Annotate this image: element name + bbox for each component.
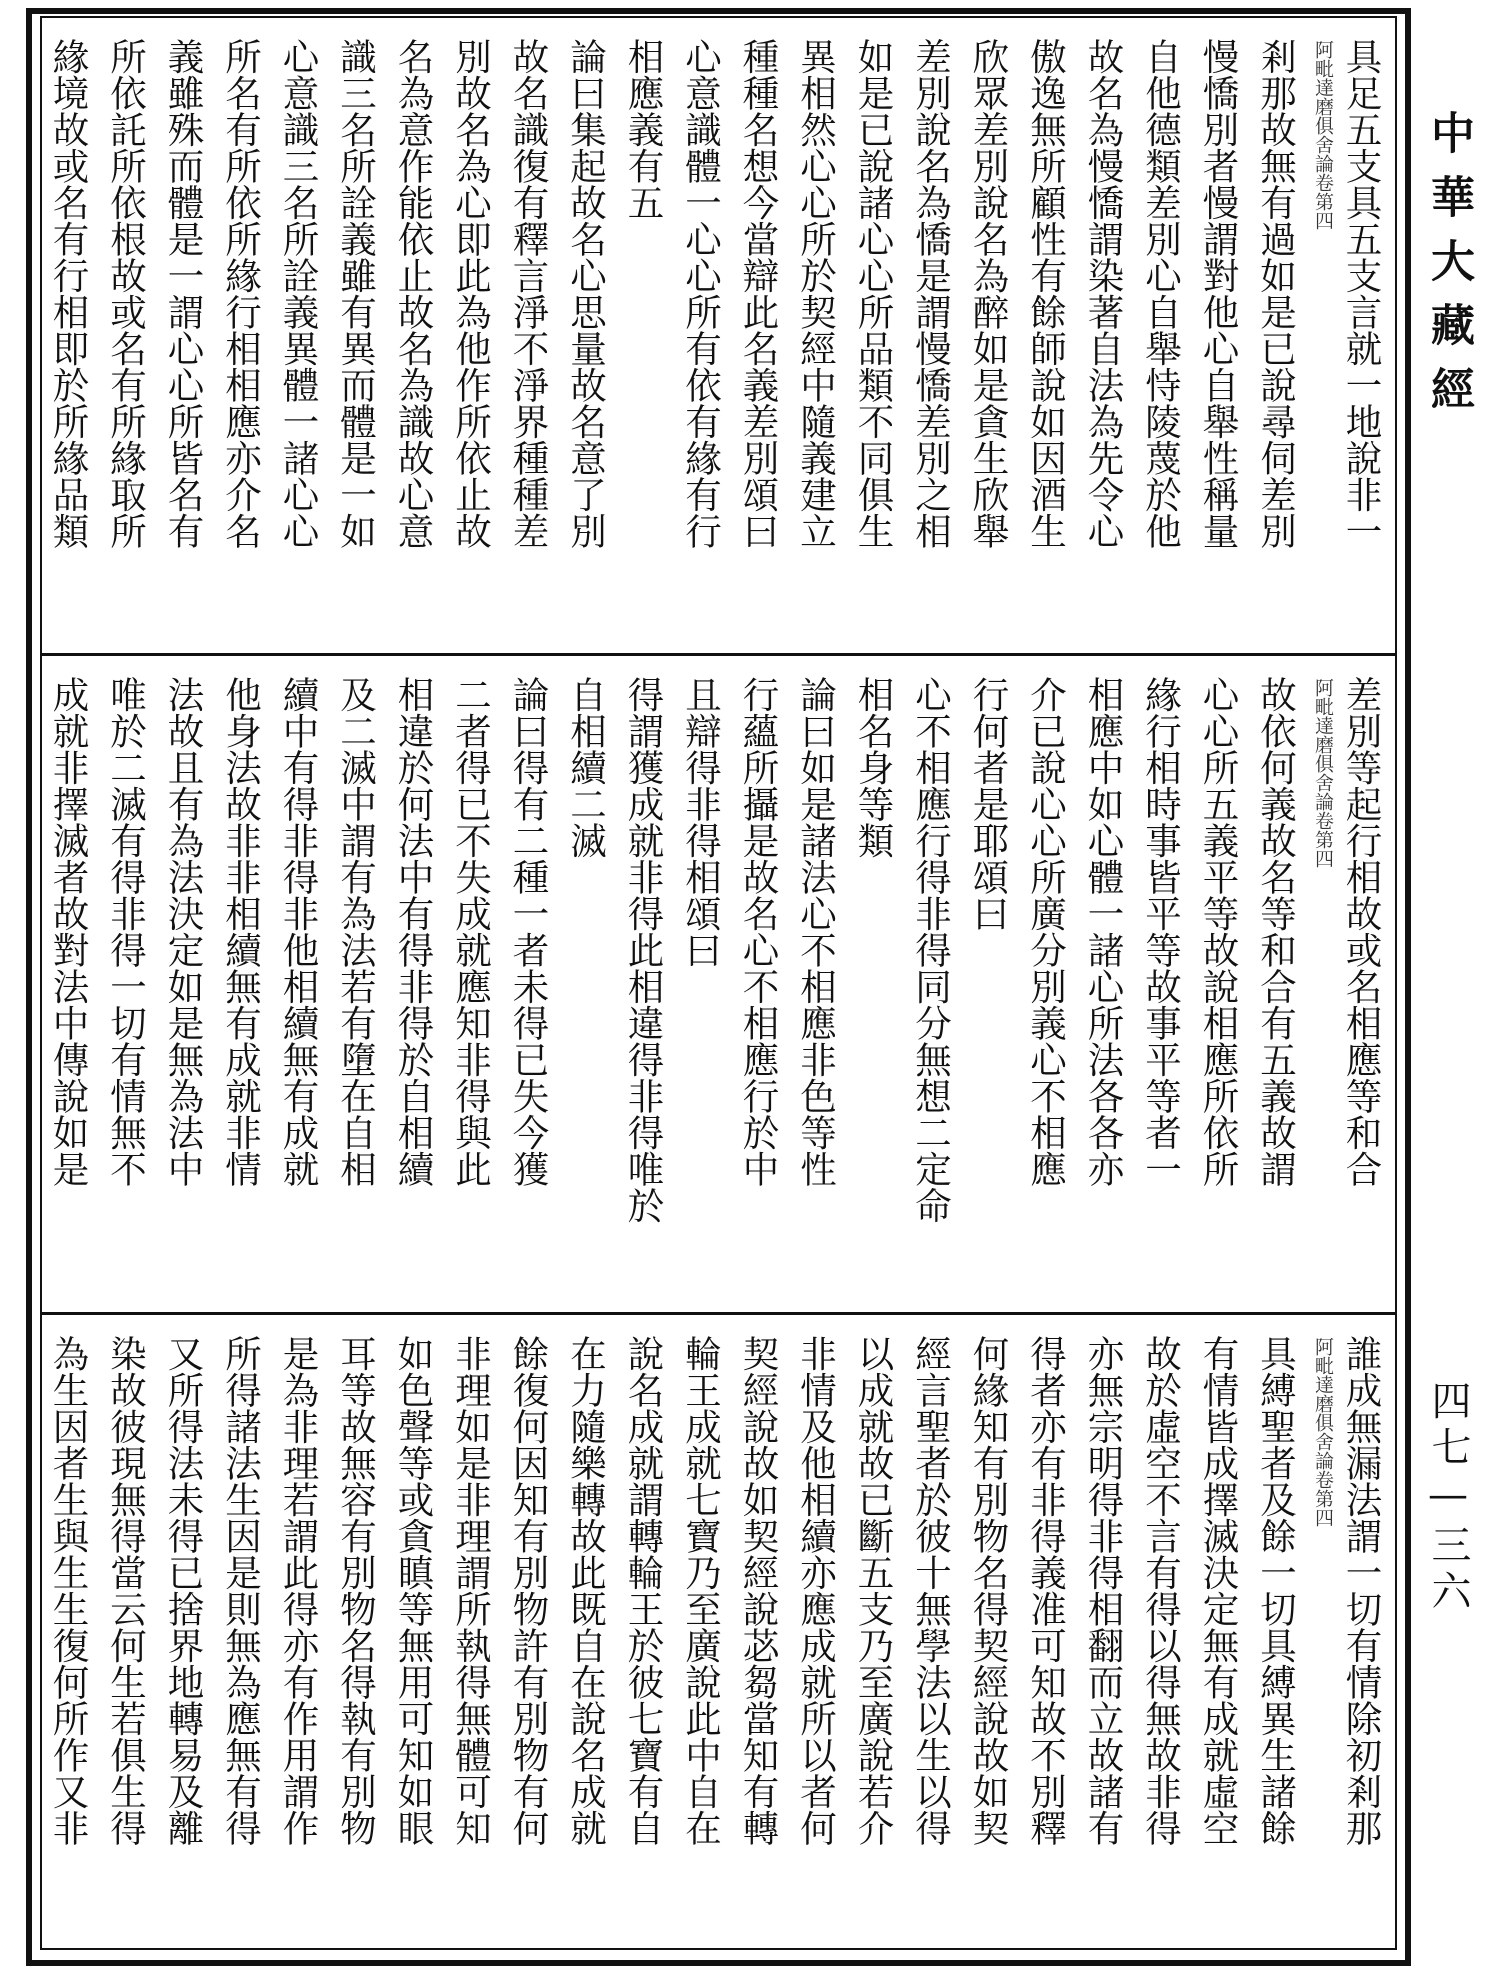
text-column-content: 非理如是非理謂所執得無體可知: [449, 1335, 493, 1846]
text-column: [962, 18, 1014, 653]
text-column: [905, 18, 957, 653]
text-column-content: 他身法故非非相續無有成就非情: [219, 676, 263, 1187]
text-column: [1335, 18, 1387, 653]
text-column: [1250, 656, 1302, 1312]
text-column-content: 以成就故已斷五支乃至廣說若介: [852, 1335, 895, 1846]
text-column-content: 二者得已不失成就應知非得與此: [449, 676, 493, 1187]
margin-note-column: [1305, 18, 1335, 653]
text-column-content: 種種名想今當辯此名義差別頌曰: [737, 38, 780, 549]
text-column: [272, 18, 324, 653]
text-column-content: 在力隨樂轉故此既自在說名成就: [564, 1335, 608, 1846]
text-column: [962, 656, 1014, 1312]
text-column: [1135, 1315, 1187, 1947]
text-column: [732, 1315, 784, 1947]
text-column-content: 經言聖者於彼十無學法以生以得: [909, 1335, 953, 1846]
text-column: [560, 1315, 612, 1947]
text-column-content: 論曰集起故名心思量故名意了別: [564, 38, 608, 549]
text-column: [1335, 1315, 1387, 1947]
text-column-content: 如色聲等或貪瞋等無用可知如眼: [392, 1335, 435, 1846]
margin-note-column: [1305, 1315, 1335, 1947]
text-column-content: 說名成就謂轉輪王於彼七寶有自: [622, 1335, 665, 1846]
text-column: [42, 18, 94, 653]
text-column: [617, 18, 669, 653]
text-column-content: 傲逸無所顧性有餘師說如因酒生: [1024, 38, 1068, 549]
text-column: [157, 18, 209, 653]
text-column: [1020, 656, 1072, 1312]
text-column-content: 心不相應行得非得同分無想二定命: [909, 676, 953, 1224]
text-column: [617, 1315, 669, 1947]
text-column: [272, 1315, 324, 1947]
text-column: [445, 18, 497, 653]
text-column: [330, 18, 382, 653]
text-column: [905, 1315, 957, 1947]
text-column-content: 所得諸法生因是則無為應無有得: [219, 1335, 263, 1846]
text-column-content: 且辯得非得相頌曰: [679, 676, 723, 968]
sutra-collection-title: 中華大藏經: [1423, 110, 1474, 430]
text-column-content: 具足五支具五支言就一地說非一: [1340, 38, 1383, 549]
text-column-content: 有情皆成擇滅決定無有成就虛空: [1197, 1335, 1240, 1846]
text-column: [1192, 656, 1244, 1312]
text-column-content: 故於虛空不言有得以得無故非得: [1139, 1335, 1183, 1846]
text-column: [215, 656, 267, 1312]
text-panel-middle: [42, 656, 1395, 1312]
text-column: [445, 1315, 497, 1947]
text-column: [387, 656, 439, 1312]
text-column: [100, 1315, 152, 1947]
text-column: [1077, 18, 1129, 653]
text-column: [790, 1315, 842, 1947]
text-column-content: 非情及他相續亦應成就所以者何: [794, 1335, 838, 1846]
text-column-content: 名為意作能依止故名為識故心意: [392, 38, 435, 549]
margin-note-text: 阿毗達磨俱舍論卷第四: [1312, 40, 1334, 230]
text-column: [502, 656, 554, 1312]
text-column: [905, 656, 957, 1312]
text-column: [502, 1315, 554, 1947]
text-column: [1020, 18, 1072, 653]
text-column: [272, 656, 324, 1312]
text-column-content: 唯於二滅有得非得一切有情無不: [104, 676, 148, 1187]
margin-note-column: [1305, 656, 1335, 1312]
text-column: [100, 656, 152, 1312]
text-column: [790, 656, 842, 1312]
text-column-content: 緣境故或名有行相即於所緣品類: [47, 38, 90, 549]
text-column-content: 相應義有五: [622, 38, 665, 221]
text-column-content: 別故名為心即此為他作所依止故: [449, 38, 493, 549]
text-column: [42, 656, 94, 1312]
text-column-content: 誰成無漏法謂一切有情除初剎那: [1340, 1335, 1383, 1846]
text-column-content: 自他德類差別心自舉恃陵蔑於他: [1139, 38, 1183, 549]
text-column-content: 剎那故無有過如是已說尋伺差別: [1254, 38, 1298, 549]
text-column: [847, 1315, 899, 1947]
text-column: [1077, 656, 1129, 1312]
text-column: [962, 1315, 1014, 1947]
margin-note-text: 阿毗達磨俱舍論卷第四: [1312, 1337, 1334, 1527]
text-column: [1192, 18, 1244, 653]
text-column-content: 餘復何因知有別物許有別物有何: [507, 1335, 550, 1846]
text-column-content: 欣眾差別說名為醉如是貪生欣舉: [967, 38, 1010, 549]
text-column: [847, 18, 899, 653]
text-column-content: 如是已說諸心心所品類不同俱生: [852, 38, 895, 549]
text-column: [790, 18, 842, 653]
text-column-content: 故名識復有釋言淨不淨界種種差: [507, 38, 550, 549]
text-panel-bottom: [42, 1315, 1395, 1947]
text-column: [732, 18, 784, 653]
text-column: [675, 656, 727, 1312]
text-column-content: 是為非理若謂此得亦有作用謂作: [277, 1335, 320, 1846]
text-column: [157, 656, 209, 1312]
text-column-content: 論曰如是諸法心不相應非色等性: [794, 676, 838, 1187]
text-column-content: 異相然心心所於契經中隨義建立: [794, 38, 838, 549]
text-column-content: 故名為慢憍謂染著自法為先令心: [1082, 38, 1125, 549]
text-column: [445, 656, 497, 1312]
text-column: [1250, 18, 1302, 653]
text-column-content: 得者亦有非得義准可知故不別釋: [1024, 1335, 1068, 1846]
text-column-content: 緣行相時事皆平等故事平等者一: [1139, 676, 1183, 1187]
text-column-content: 行蘊所攝是故名心不相應行於中: [737, 676, 780, 1187]
text-column: [732, 656, 784, 1312]
text-column-content: 慢憍別者慢謂對他心自舉性稱量: [1197, 38, 1240, 549]
text-column-content: 自相續二滅: [564, 676, 608, 859]
text-column: [387, 1315, 439, 1947]
text-column: [675, 18, 727, 653]
text-column-content: 相應中如心體一諸心所法各各亦: [1082, 676, 1125, 1187]
text-column-content: 論曰得有二種一者未得已失今獲: [507, 676, 550, 1187]
text-column-content: 成就非擇滅者故對法中傳說如是: [47, 676, 90, 1187]
text-column: [387, 18, 439, 653]
text-column: [560, 656, 612, 1312]
text-column-content: 亦無宗明得非得相翻而立故諸有: [1082, 1335, 1125, 1846]
text-column-content: 心心所五義平等故說相應所依所: [1197, 676, 1240, 1187]
text-column-content: 心意識三名所詮義異體一諸心心: [277, 38, 320, 549]
text-column-content: 染故彼現無得當云何生若俱生得: [104, 1335, 148, 1846]
text-column-content: 心意識體一心心所有依有緣有行: [679, 38, 723, 549]
text-column: [847, 656, 899, 1312]
text-column-content: 為生因者生與生生復何所作又非: [47, 1335, 90, 1846]
text-column: [675, 1315, 727, 1947]
text-column-content: 介已說心心所廣分別義心不相應: [1024, 676, 1068, 1187]
text-column-content: 所依託所依根故或名有所緣取所: [104, 38, 148, 549]
text-column: [157, 1315, 209, 1947]
page-number: 四七—三六: [1425, 1380, 1471, 1616]
text-column: [330, 656, 382, 1312]
text-column-content: 所名有所依所緣行相相應亦介名: [219, 38, 263, 549]
text-column: [1250, 1315, 1302, 1947]
text-column-content: 相名身等類: [852, 676, 895, 859]
text-column: [1335, 656, 1387, 1312]
text-column-content: 耳等故無容有別物名得執有別物: [334, 1335, 378, 1846]
text-column-content: 契經說故如契經說苾芻當知有轉: [737, 1335, 780, 1846]
text-panel-top: [42, 18, 1395, 653]
text-column: [42, 1315, 94, 1947]
text-column: [1192, 1315, 1244, 1947]
text-column-content: 何緣知有別物名得契經說故如契: [967, 1335, 1010, 1846]
text-column: [1135, 18, 1187, 653]
margin-note-text: 阿毗達磨俱舍論卷第四: [1312, 678, 1334, 868]
text-column: [502, 18, 554, 653]
text-column-content: 及二滅中謂有為法若有墮在自相: [334, 676, 378, 1187]
text-column: [1135, 656, 1187, 1312]
text-column: [215, 18, 267, 653]
text-column-content: 識三名所詮義雖有異而體是一如: [334, 38, 378, 549]
text-column-content: 差別等起行相故或名相應等和合: [1340, 676, 1383, 1187]
text-column: [215, 1315, 267, 1947]
text-column: [1020, 1315, 1072, 1947]
text-column-content: 續中有得非得非他相續無有成就: [277, 676, 320, 1187]
text-column-content: 行何者是耶頌曰: [967, 676, 1010, 932]
text-column-content: 又所得法未得已捨界地轉易及離: [162, 1335, 205, 1846]
text-column-content: 義雖殊而體是一謂心心所皆名有: [162, 38, 205, 549]
text-column-content: 輪王成就七寶乃至廣說此中自在: [679, 1335, 723, 1846]
text-column-content: 法故且有為法決定如是無為法中: [162, 676, 205, 1187]
text-column-content: 具縛聖者及餘一切具縛異生諸餘: [1254, 1335, 1298, 1846]
text-column-content: 相違於何法中有得非得於自相續: [392, 676, 435, 1187]
text-column: [100, 18, 152, 653]
text-column-content: 得謂獲成就非得此相違得非得唯於: [622, 676, 665, 1224]
text-column: [1077, 1315, 1129, 1947]
text-column: [560, 18, 612, 653]
text-column: [617, 656, 669, 1312]
text-column: [330, 1315, 382, 1947]
text-column-content: 故依何義故名等和合有五義故謂: [1254, 676, 1298, 1187]
text-column-content: 差別說名為憍是謂慢憍差別之相: [909, 38, 953, 549]
